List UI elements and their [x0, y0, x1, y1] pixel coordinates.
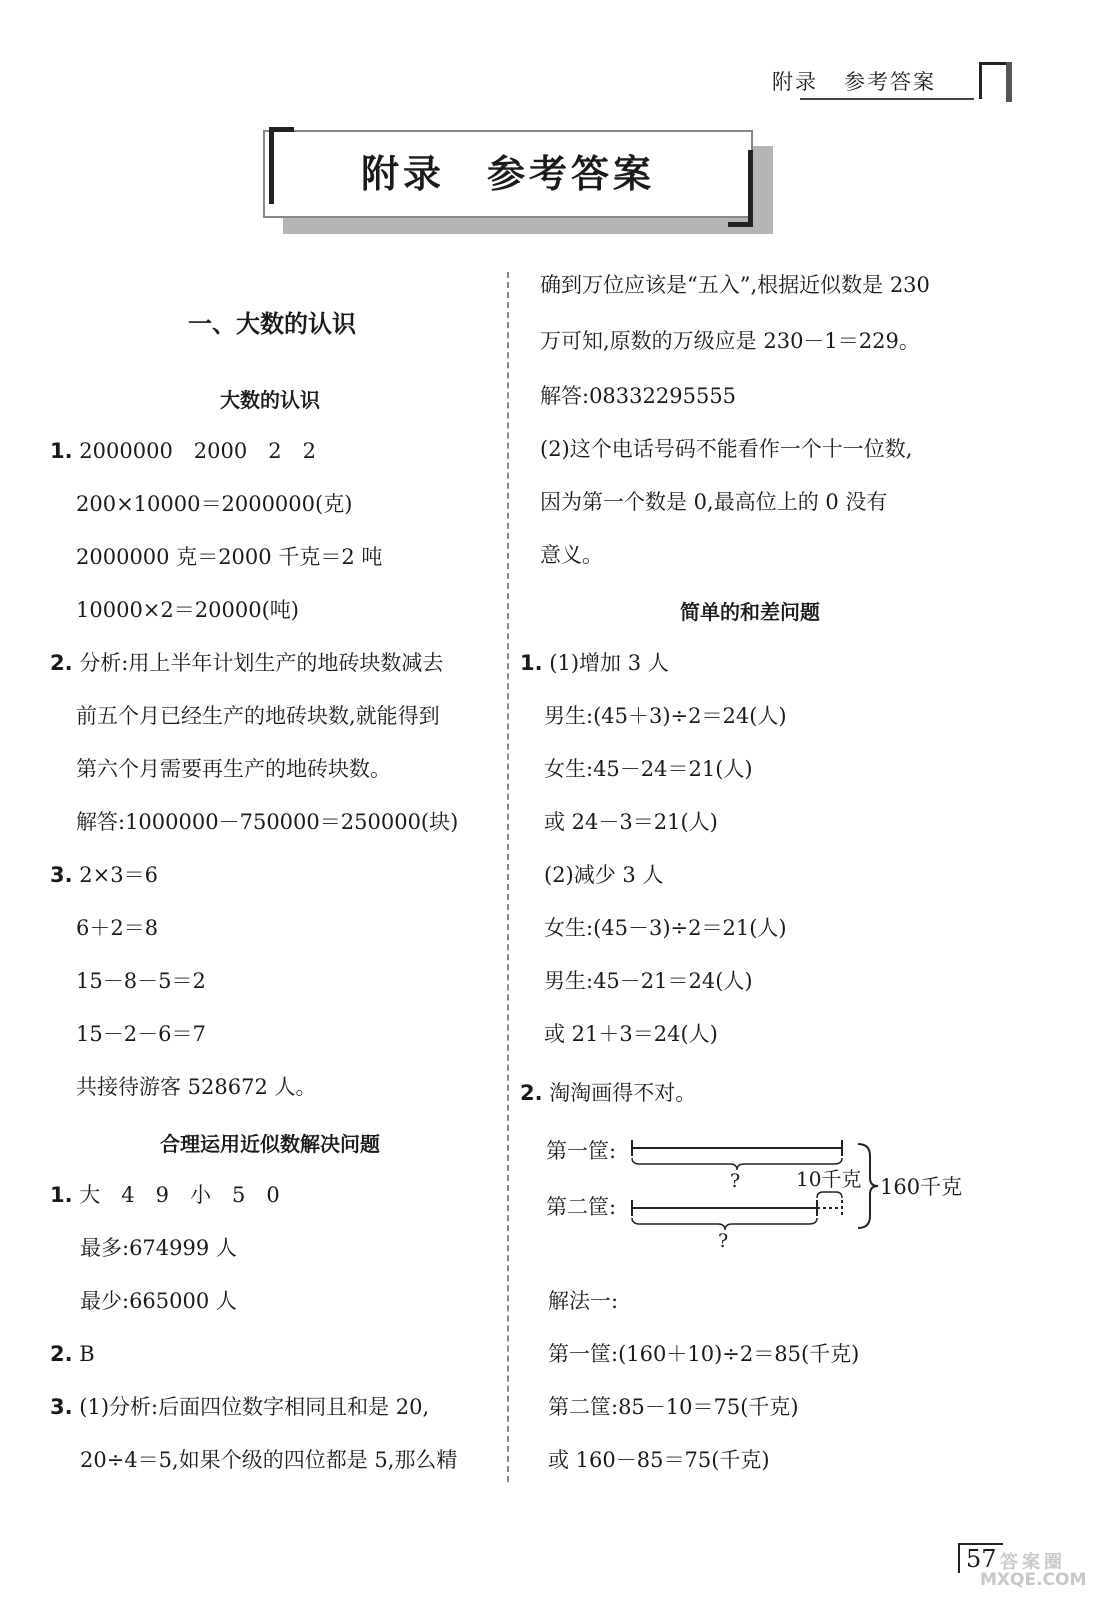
second-unknown-mark: ?	[718, 1230, 729, 1252]
answer-line: 或 24－3＝21(人)	[544, 810, 718, 834]
total-label: 160千克	[880, 1175, 963, 1199]
banner-title: 附录 参考答案	[360, 152, 655, 196]
answer-line: (2)减少 3 人	[544, 863, 664, 887]
first-unknown-mark: ?	[730, 1170, 741, 1192]
answer-text: 淘淘画得不对。	[549, 1081, 697, 1105]
difference-label: 10千克	[796, 1167, 862, 1191]
answer-line: 6＋2＝8	[76, 916, 159, 940]
solution-title: 解法一:	[548, 1289, 619, 1313]
answer-line: 或 21＋3＝24(人)	[544, 1022, 718, 1046]
question-2	[50, 648, 443, 678]
answer-line: 男生:(45＋3)÷2＝24(人)	[544, 704, 787, 728]
answer-text: 分析:用上半年计划生产的地砖块数减去	[79, 651, 444, 675]
question-1	[520, 648, 669, 678]
answer-line: 确到万位应该是“五入”,根据近似数是 230	[540, 273, 930, 297]
question-1	[50, 436, 316, 466]
answer-line: 200×10000＝2000000(克)	[76, 492, 353, 516]
question-number: 2.	[520, 1081, 543, 1105]
answer-text: B	[79, 1342, 95, 1366]
question-number: 2.	[50, 1342, 73, 1366]
answer-line: 男生:45－21＝24(人)	[544, 969, 753, 993]
answer-line: 15－8－5＝2	[76, 969, 206, 993]
question-number: 2.	[50, 651, 73, 675]
answer-line: 第六个月需要再生产的地砖块数。	[76, 757, 391, 781]
section-title-1: 大数的认识	[220, 388, 320, 412]
answer-line: 前五个月已经生产的地砖块数,就能得到	[76, 704, 440, 728]
first-basket-label: 第一筐:	[546, 1139, 617, 1163]
header-title: 参考答案	[844, 70, 936, 94]
watermark-top: 答案圈	[1000, 1552, 1066, 1573]
answer-line: (2)这个电话号码不能看作一个十一位数,	[540, 437, 913, 461]
answer-line: 2000000 克＝2000 千克＝2 吨	[76, 545, 383, 569]
question-number: 3.	[50, 863, 73, 887]
question-2	[520, 1078, 696, 1108]
header-rule	[800, 98, 974, 100]
watermark-bottom: MXQE.COM	[980, 1570, 1087, 1590]
answer-line: 因为第一个数是 0,最高位上的 0 没有	[540, 490, 888, 514]
header-section: 附录	[771, 70, 818, 94]
answer-line: 最多:674999 人	[80, 1236, 237, 1260]
answer-line: 最少:665000 人	[80, 1289, 237, 1313]
answer-line: 女生:45－24＝21(人)	[544, 757, 753, 781]
second-basket-label: 第二筐:	[546, 1195, 617, 1219]
watermark	[980, 1548, 1098, 1592]
column-divider	[507, 272, 509, 1482]
answer-text: 2×3＝6	[79, 863, 158, 887]
page-number: 57	[958, 1543, 1003, 1573]
running-header	[772, 66, 936, 96]
answer-line: 或 160－85＝75(千克)	[548, 1448, 770, 1472]
answer-line: 10000×2＝20000(吨)	[76, 598, 299, 622]
answer-line: 解答:08332295555	[540, 384, 737, 408]
answer-line: 共接待游客 528672 人。	[76, 1075, 317, 1099]
answer-line: 第一筐:(160＋10)÷2＝85(千克)	[548, 1342, 860, 1366]
segment-diagram	[540, 1130, 970, 1260]
answer-line: 女生:(45－3)÷2＝21(人)	[544, 916, 787, 940]
answer-line: 意义。	[540, 543, 603, 567]
answer-line: 万可知,原数的万级应是 230－1＝229。	[540, 329, 920, 353]
question-number: 1.	[50, 1183, 73, 1207]
answer-text: 2000000 2000 2 2	[79, 439, 316, 463]
question-3	[50, 860, 158, 890]
question-1	[50, 1180, 280, 1210]
answer-text: (1)增加 3 人	[549, 651, 669, 675]
answer-line: 20÷4＝5,如果个级的四位都是 5,那么精	[80, 1448, 458, 1472]
answer-text: 大 4 9 小 5 0	[79, 1183, 280, 1207]
answer-line: 解答:1000000－750000＝250000(块)	[76, 810, 459, 834]
header-corner-bar	[1006, 62, 1012, 102]
chapter-title: 一、大数的认识	[188, 310, 356, 338]
question-number: 3.	[50, 1395, 73, 1419]
question-number: 1.	[50, 439, 73, 463]
section-title-2: 合理运用近似数解决问题	[160, 1132, 380, 1156]
answer-line: 15－2－6＝7	[76, 1022, 206, 1046]
answer-line: 第二筐:85－10＝75(千克)	[548, 1395, 799, 1419]
section-title-3: 简单的和差问题	[680, 600, 820, 624]
question-2	[50, 1339, 95, 1369]
question-number: 1.	[520, 651, 543, 675]
answer-text: (1)分析:后面四位数字相同且和是 20,	[79, 1395, 430, 1419]
question-3	[50, 1392, 429, 1422]
